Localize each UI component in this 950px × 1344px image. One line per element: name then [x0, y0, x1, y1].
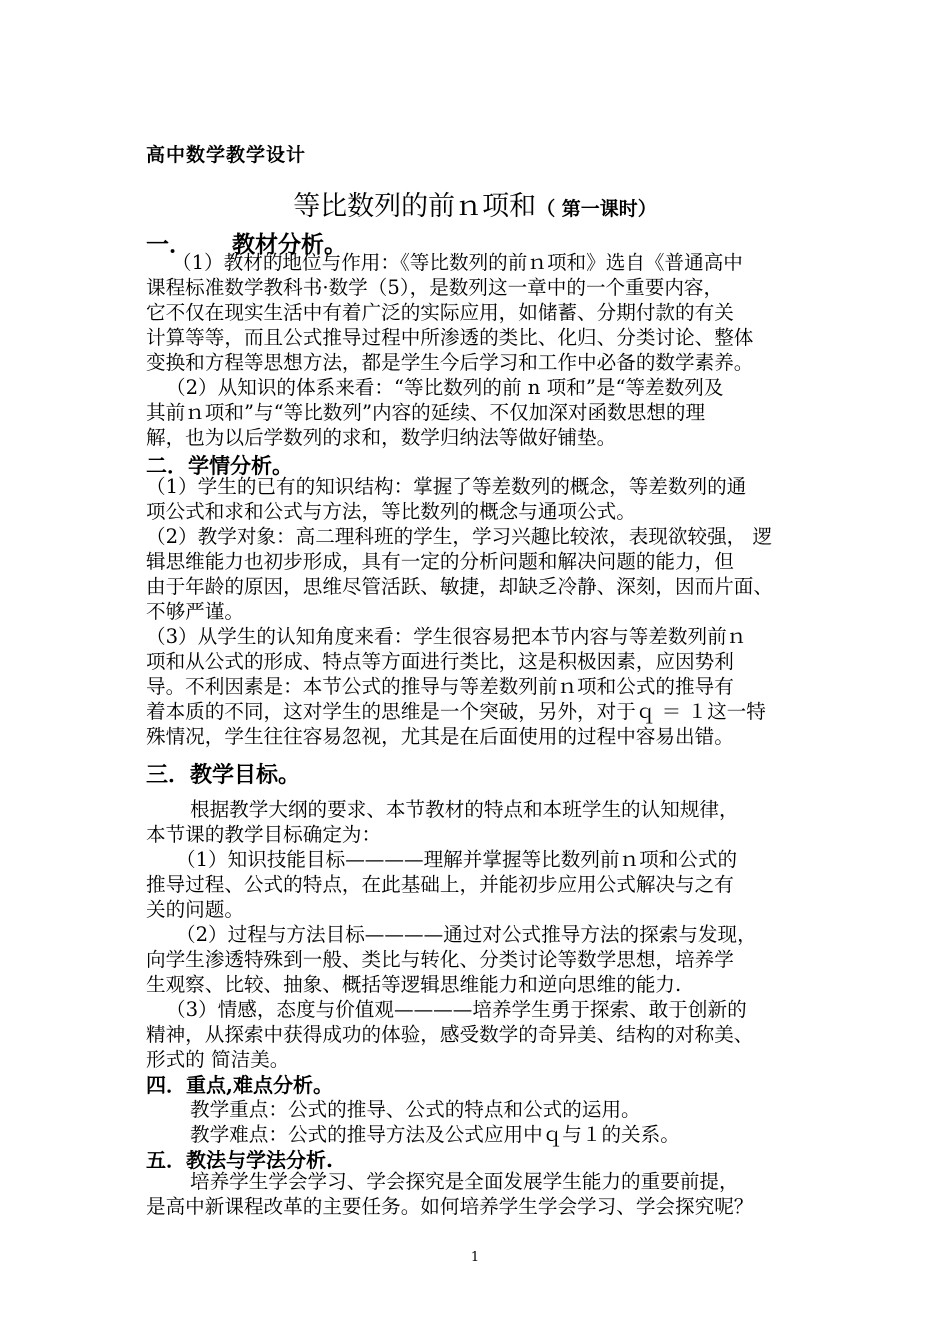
section-heading-4: 四．重点,难点分析。: [146, 1073, 333, 1097]
text-line: （2）教学对象：高二理科班的学生，学习兴趣比较浓，表现欲较强， 逻: [146, 525, 773, 548]
section-heading-1: 一． 教材分析。: [146, 231, 347, 258]
text-line: （1）学生的已有的知识结构：掌握了等差数列的概念，等差数列的通: [146, 475, 747, 498]
title-main: 等比数列的前ｎ项和: [293, 191, 537, 222]
text-line: 精神，从探索中获得成功的体验，感受数学的奇异美、结构的对称美、: [146, 1023, 754, 1046]
section-heading-3: 三．教学目标。: [146, 762, 301, 788]
text-line: 课程标准数学教科书·数学（5），是数列这一章中的一个重要内容，: [146, 276, 724, 299]
title-subtitle: （ 第一课时）: [536, 198, 657, 220]
text-line: （3）情感，态度与价值观————培养学生勇于探索、敢于创新的: [166, 998, 747, 1021]
text-line: 生观察、比较、抽象、概括等逻辑思维能力和逆向思维的能力.: [146, 973, 682, 996]
document-header: 高中数学教学设计: [146, 144, 307, 166]
text-line: 推导过程、公式的特点，在此基础上，并能初步应用公式解决与之有: [146, 873, 734, 896]
text-line: 培养学生学会学习、学会探究是全面发展学生能力的重要前提，: [190, 1170, 739, 1193]
text-line: 关的问题。: [146, 898, 244, 921]
text-line: 辑思维能力也初步形成，具有一定的分析问题和解决问题的能力，但: [146, 550, 734, 573]
text-line: 它不仅在现实生活中有着广泛的实际应用，如储蓄、分期付款的有关: [146, 301, 734, 324]
text-line: 不够严谨。: [146, 600, 244, 623]
text-line: 项和从公式的形成、特点等方面进行类比，这是积极因素，应因势利: [146, 650, 734, 673]
text-line: 项公式和求和公式与方法，等比数列的概念与通项公式。: [146, 500, 636, 523]
text-line: 解，也为以后学数列的求和，数学归纳法等做好铺垫。: [146, 426, 617, 449]
text-line: 教学重点：公式的推导、公式的特点和公式的运用。: [190, 1098, 641, 1121]
text-line: 殊情况，学生往往容易忽视，尤其是在后面使用的过程中容易出错。: [146, 725, 734, 748]
text-line: 教学难点：公式的推导方法及公式应用中ｑ与１的关系。: [190, 1123, 680, 1146]
text-line: 向学生渗透特殊到一般、类比与转化、分类讨论等数学思想，培养学: [146, 948, 734, 971]
text-line: 着本质的不同，这对学生的思维是一个突破，另外，对于ｑ ＝ １这一特: [146, 700, 766, 723]
text-line: 变换和方程等思想方法，都是学生今后学习和工作中必备的数学素养。: [146, 351, 754, 374]
section-heading-2: 二．学情分析。: [146, 453, 293, 478]
text-line: （1）教材的地位与作用：《等比数列的前ｎ项和》选自《普通高中: [172, 251, 743, 274]
text-line: （2）从知识的体系来看：“等比数列的前 n 项和”是“等差数列及: [166, 376, 724, 399]
text-line: 导。不利因素是：本节公式的推导与等差数列前ｎ项和公式的推导有: [146, 675, 734, 698]
text-line: （2）过程与方法目标————通过对公式推导方法的探索与发现，: [176, 923, 757, 946]
text-line: 根据教学大纲的要求、本节教材的特点和本班学生的认知规律，: [190, 798, 739, 821]
document-title: [0, 184, 950, 223]
text-line: （1）知识技能目标————理解并掌握等比数列前ｎ项和公式的: [176, 848, 738, 871]
text-line: 形式的 简洁美。: [146, 1048, 290, 1071]
text-line: 是高中新课程改革的主要任务。如何培养学生学会学习、学会探究呢？: [146, 1195, 754, 1218]
text-line: 由于年龄的原因，思维尽管活跃、敏捷，却缺乏冷静、深刻，因而片面、: [146, 575, 773, 598]
text-line: 本节课的教学目标确定为：: [146, 823, 382, 846]
page-number: 1: [470, 1250, 480, 1265]
section-heading-5: 五．教法与学法分析.: [146, 1148, 333, 1172]
text-line: 其前ｎ项和”与“等比数列”内容的延续、不仅加深对函数思想的理: [146, 401, 706, 424]
text-line: （3）从学生的认知角度来看：学生很容易把本节内容与等差数列前ｎ: [146, 625, 747, 648]
text-line: 计算等等，而且公式推导过程中所渗透的类比、化归、分类讨论、整体: [146, 326, 754, 349]
